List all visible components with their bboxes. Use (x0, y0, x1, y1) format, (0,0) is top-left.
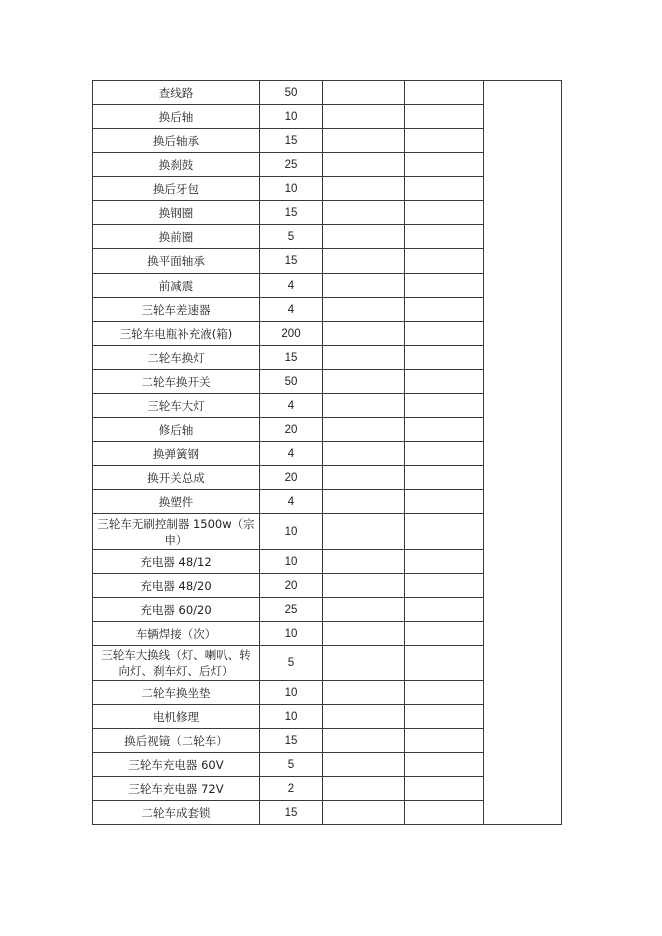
empty-cell (323, 777, 405, 801)
empty-cell (405, 370, 484, 394)
item-name-cell: 二轮车换坐垫 (93, 681, 260, 705)
empty-cell (323, 249, 405, 274)
empty-cell (405, 129, 484, 153)
empty-cell (323, 801, 405, 825)
empty-cell (323, 681, 405, 705)
item-qty-cell: 10 (260, 105, 323, 129)
empty-cell (405, 322, 484, 346)
item-name-cell: 二轮车换开关 (93, 370, 260, 394)
empty-cell (405, 681, 484, 705)
item-name-cell: 三轮车差速器 (93, 298, 260, 322)
item-name-cell: 换后轴承 (93, 129, 260, 153)
empty-cell (405, 729, 484, 753)
empty-cell (323, 370, 405, 394)
empty-cell (323, 201, 405, 225)
table-row (93, 81, 562, 105)
empty-cell (323, 753, 405, 777)
empty-cell (405, 394, 484, 418)
item-qty-cell: 4 (260, 442, 323, 466)
merged-empty-cell (484, 81, 562, 825)
empty-cell (323, 490, 405, 514)
item-name-cell: 换塑件 (93, 490, 260, 514)
item-qty-cell: 15 (260, 249, 323, 274)
empty-cell (405, 801, 484, 825)
item-name-cell: 换后视镜（二轮车） (93, 729, 260, 753)
empty-cell (323, 274, 405, 298)
item-qty-cell: 10 (260, 514, 323, 550)
empty-cell (405, 514, 484, 550)
table-body (93, 81, 562, 825)
item-qty-cell: 5 (260, 646, 323, 681)
empty-cell (323, 466, 405, 490)
item-name-cell: 三轮车充电器 72V (93, 777, 260, 801)
item-qty-cell: 50 (260, 81, 323, 105)
empty-cell (405, 705, 484, 729)
item-qty-cell: 2 (260, 777, 323, 801)
empty-cell (405, 346, 484, 370)
empty-cell (323, 394, 405, 418)
empty-cell (405, 298, 484, 322)
empty-cell (405, 753, 484, 777)
empty-cell (405, 177, 484, 201)
item-name-cell: 换开关总成 (93, 466, 260, 490)
empty-cell (405, 274, 484, 298)
empty-cell (405, 490, 484, 514)
item-qty-cell: 5 (260, 753, 323, 777)
item-qty-cell: 25 (260, 153, 323, 177)
item-name-cell: 三轮车大灯 (93, 394, 260, 418)
empty-cell (405, 550, 484, 574)
item-qty-cell: 50 (260, 370, 323, 394)
empty-cell (405, 466, 484, 490)
item-name-cell: 查线路 (93, 81, 260, 105)
item-name-cell: 换钢圈 (93, 201, 260, 225)
empty-cell (405, 418, 484, 442)
item-qty-cell: 15 (260, 801, 323, 825)
empty-cell (323, 81, 405, 105)
item-qty-cell: 4 (260, 274, 323, 298)
empty-cell (323, 598, 405, 622)
item-name-cell: 前减震 (93, 274, 260, 298)
empty-cell (405, 777, 484, 801)
item-name-cell: 二轮车换灯 (93, 346, 260, 370)
empty-cell (323, 622, 405, 646)
empty-cell (323, 574, 405, 598)
item-name-cell: 三轮车充电器 60V (93, 753, 260, 777)
empty-cell (323, 322, 405, 346)
item-qty-cell: 4 (260, 490, 323, 514)
empty-cell (405, 81, 484, 105)
empty-cell (323, 646, 405, 681)
empty-cell (323, 346, 405, 370)
item-name-cell: 换前圈 (93, 225, 260, 249)
item-qty-cell: 20 (260, 574, 323, 598)
empty-cell (323, 442, 405, 466)
item-qty-cell: 5 (260, 225, 323, 249)
empty-cell (405, 249, 484, 274)
item-name-cell: 充电器 48/12 (93, 550, 260, 574)
empty-cell (405, 442, 484, 466)
item-qty-cell: 25 (260, 598, 323, 622)
item-qty-cell: 10 (260, 622, 323, 646)
empty-cell (323, 225, 405, 249)
item-name-cell: 充电器 48/20 (93, 574, 260, 598)
empty-cell (323, 177, 405, 201)
item-name-cell: 二轮车成套锁 (93, 801, 260, 825)
item-qty-cell: 10 (260, 550, 323, 574)
item-name-cell: 充电器 60/20 (93, 598, 260, 622)
item-name-cell: 换平面轴承 (93, 249, 260, 274)
empty-cell (323, 298, 405, 322)
item-name-cell: 换后轴 (93, 105, 260, 129)
empty-cell (405, 622, 484, 646)
item-qty-cell: 15 (260, 129, 323, 153)
empty-cell (405, 201, 484, 225)
item-qty-cell: 4 (260, 394, 323, 418)
item-name-cell: 电机修理 (93, 705, 260, 729)
item-name-cell: 换弹簧钢 (93, 442, 260, 466)
empty-cell (405, 646, 484, 681)
empty-cell (323, 153, 405, 177)
empty-cell (323, 514, 405, 550)
item-name-cell: 修后轴 (93, 418, 260, 442)
empty-cell (323, 129, 405, 153)
empty-cell (405, 105, 484, 129)
empty-cell (405, 574, 484, 598)
empty-cell (323, 705, 405, 729)
item-qty-cell: 10 (260, 705, 323, 729)
item-name-cell: 三轮车大换线（灯、喇叭、转向灯、刹车灯、后灯） (93, 646, 260, 681)
item-qty-cell: 20 (260, 466, 323, 490)
item-name-cell: 三轮车无刷控制器 1500w（宗申） (93, 514, 260, 550)
item-qty-cell: 15 (260, 346, 323, 370)
price-table (92, 80, 562, 825)
empty-cell (323, 729, 405, 753)
empty-cell (405, 153, 484, 177)
item-qty-cell: 10 (260, 681, 323, 705)
item-name-cell: 三轮车电瓶补充液(箱) (93, 322, 260, 346)
item-qty-cell: 20 (260, 418, 323, 442)
empty-cell (323, 105, 405, 129)
item-qty-cell: 200 (260, 322, 323, 346)
item-qty-cell: 15 (260, 729, 323, 753)
item-name-cell: 换刹鼓 (93, 153, 260, 177)
item-name-cell: 车辆焊接（次） (93, 622, 260, 646)
empty-cell (405, 598, 484, 622)
item-qty-cell: 15 (260, 201, 323, 225)
empty-cell (323, 418, 405, 442)
empty-cell (405, 225, 484, 249)
empty-cell (323, 550, 405, 574)
item-qty-cell: 10 (260, 177, 323, 201)
item-name-cell: 换后牙包 (93, 177, 260, 201)
item-qty-cell: 4 (260, 298, 323, 322)
